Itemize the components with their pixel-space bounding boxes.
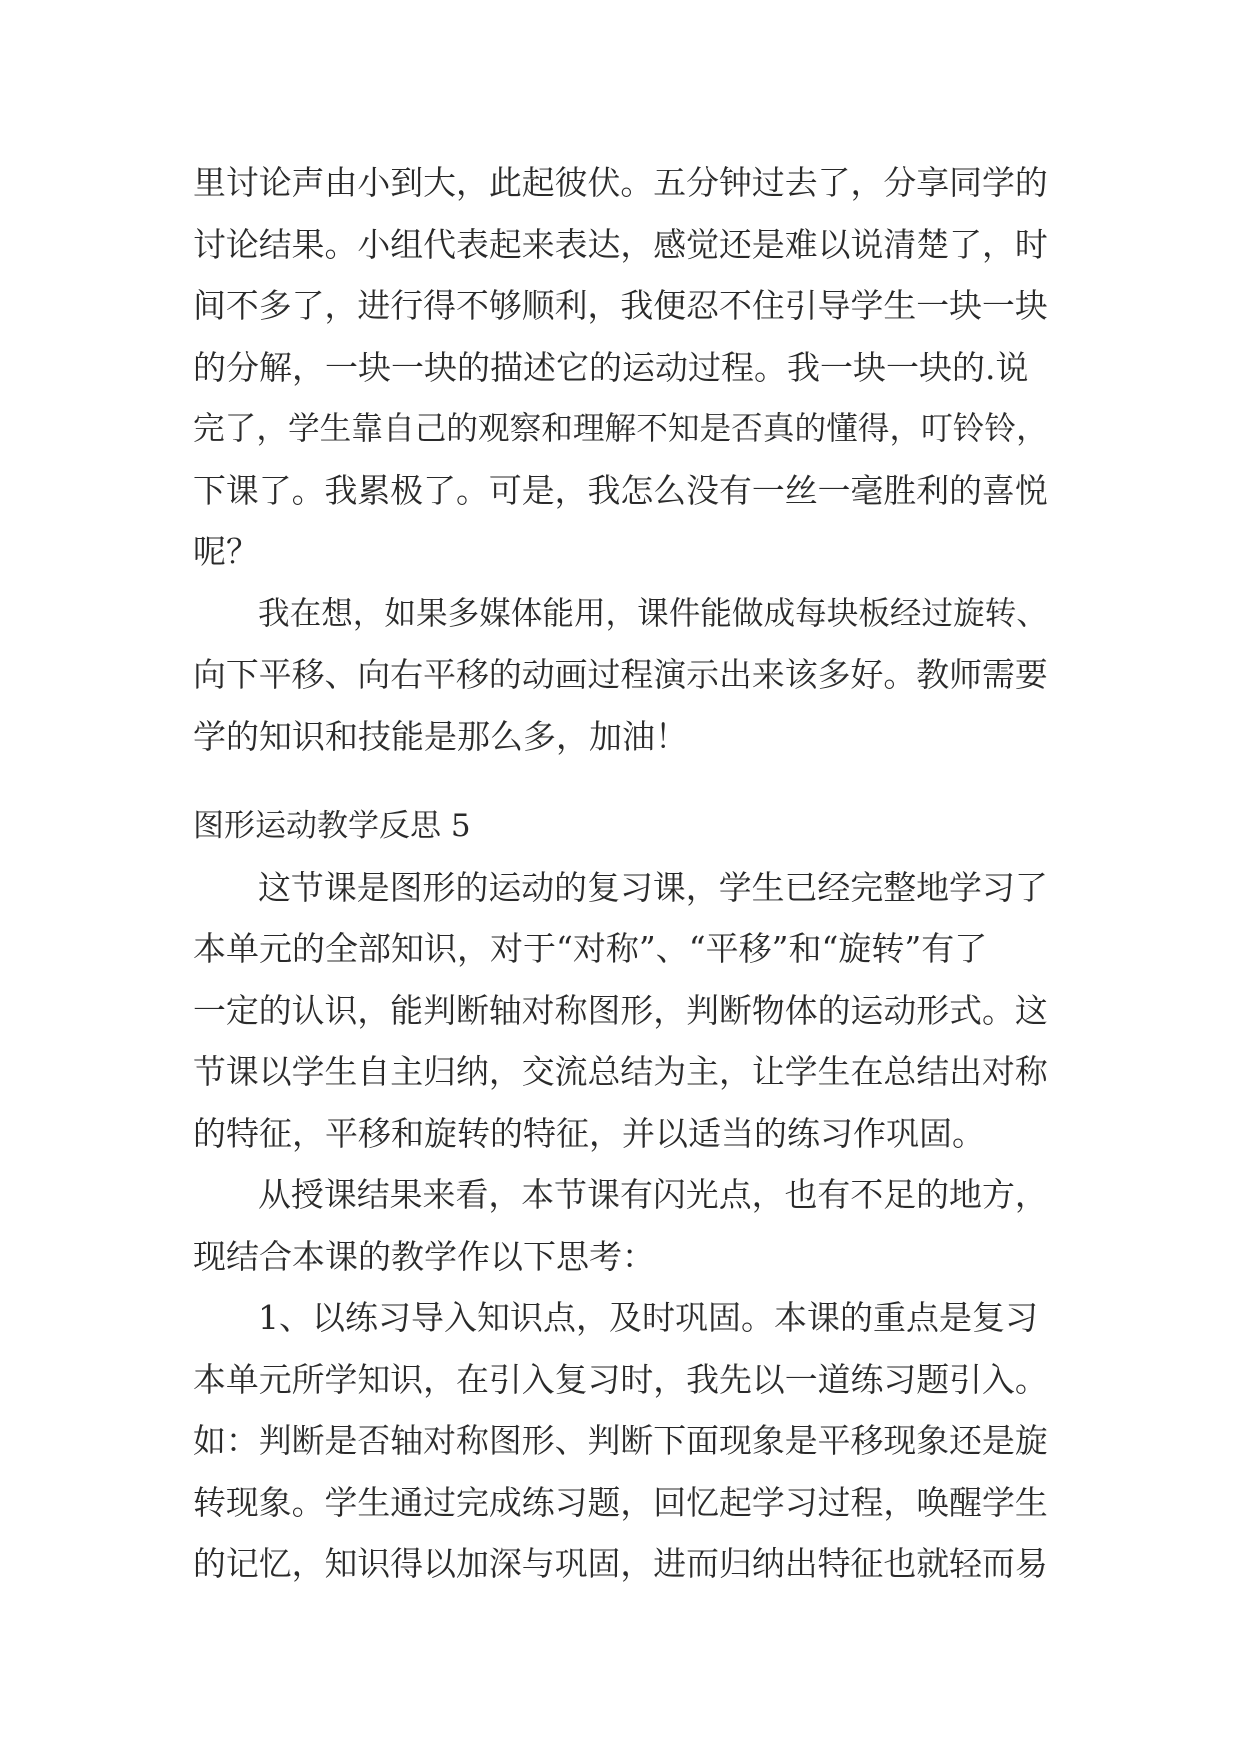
para1-line-1: 里讨论声由小到大，此起彼伏。五分钟过去了，分享同学的 bbox=[193, 163, 1048, 202]
para1-line-7: 呢？ bbox=[193, 532, 259, 571]
section-title: 图形运动教学反思 5 bbox=[193, 808, 471, 844]
para1-line-6: 下课了。我累极了。可是，我怎么没有一丝一毫胜利的喜悦 bbox=[193, 471, 1048, 510]
para2-line-1: 我在想，如果多媒体能用，课件能做成每块板经过旋转、 bbox=[258, 596, 1048, 632]
para5-line-2: 本单元所学知识，在引入复习时，我先以一道练习题引入。 bbox=[193, 1360, 1048, 1399]
para5-line-3: 如：判断是否轴对称图形、判断下面现象是平移现象还是旋 bbox=[193, 1421, 1048, 1460]
para2-line-3: 学的知识和技能是那么多，加油！ bbox=[193, 717, 688, 756]
para3-line-3: 一定的认识，能判断轴对称图形，判断物体的运动形式。这 bbox=[193, 991, 1048, 1030]
para4-line-1: 从授课结果来看，本节课有闪光点，也有不足的地方， bbox=[258, 1175, 1048, 1214]
para3-line-4: 节课以学生自主归纳，交流总结为主，让学生在总结出对称 bbox=[193, 1052, 1048, 1091]
para1-line-4: 的分解，一块一块的描述它的运动过程。我一块一块的.说 bbox=[193, 348, 1029, 387]
para5-line-4: 转现象。学生通过完成练习题，回忆起学习过程，唤醒学生 bbox=[193, 1483, 1048, 1522]
para3-line-5: 的特征，平移和旋转的特征，并以适当的练习作巩固。 bbox=[193, 1114, 985, 1153]
para1-line-2: 讨论结果。小组代表起来表达，感觉还是难以说清楚了，时 bbox=[193, 225, 1048, 264]
para4-line-2: 现结合本课的教学作以下思考： bbox=[193, 1237, 655, 1276]
para3-line-2: 本单元的全部知识，对于“对称”、“平移”和“旋转”有了 bbox=[193, 929, 988, 968]
para2-line-2: 向下平移、向右平移的动画过程演示出来该多好。教师需要 bbox=[193, 655, 1048, 694]
para5-line-1: 1、以练习导入知识点，及时巩固。本课的重点是复习 bbox=[258, 1298, 1038, 1337]
para1-line-3: 间不多了，进行得不够顺利，我便忍不住引导学生一块一块 bbox=[193, 286, 1048, 325]
para1-line-5: 完了，学生靠自己的观察和理解不知是否真的懂得，叮铃铃， bbox=[193, 411, 1048, 447]
para3-line-1: 这节课是图形的运动的复习课，学生已经完整地学习了 bbox=[258, 868, 1048, 907]
para5-line-5: 的记忆，知识得以加深与巩固，进而归纳出特征也就轻而易 bbox=[193, 1544, 1048, 1583]
